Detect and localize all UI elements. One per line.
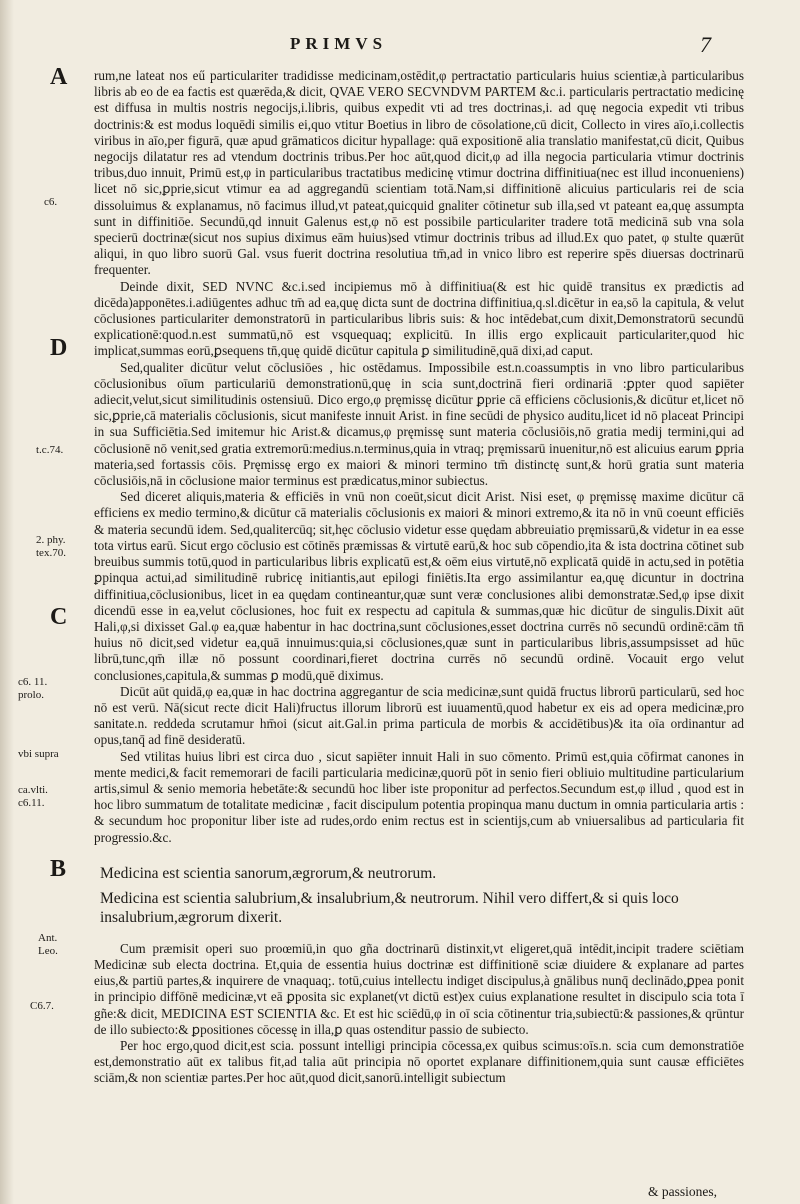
margin-note-prolo: prolo. xyxy=(18,689,44,701)
margin-note-vbi-supra: vbi supra xyxy=(18,748,59,760)
margin-note-leo: Leo. xyxy=(38,945,58,957)
margin-note-tc74: t.c.74. xyxy=(36,444,64,456)
running-head: PRIMVS xyxy=(290,34,388,53)
paragraph-7: Cum præmisit operi suo proœmiū,in quo gña doctrinarū distinxit,vt eligeret,quā intēdit,incipit tradere sciētiam Medicinæ sub electa doctrina. Et,quia de essentia huius doctrinæ est diffinitionē sciæ diuidere & explanare ad partes eius,& partiū partes,& inquirere de vnaquaq;. totū,cuius intellectu indiget discipulus,à gnālibus nunq̄ declinādo,ꝑpea ponit in principio diffōnē medicinæ,vt eā ꝑposita sic explanet(vt dictū est)ex cuius explanatione resultet in discipulo scia tota ī gñe:& dicit, MEDICINA EST SCIENTIA &c. Et est hic sciēdū,φ in oī scia cōtinentur tria,subiectū:& passiones,& qrūntur de illo subiecto:& ꝑpositiones cōcessę in illa,ꝑ quas ostenditur passio de subiecto. xyxy=(94,940,744,1037)
margin-note-co11b: c6.11. xyxy=(18,797,45,809)
paragraph-5: Dicūt aūt quidā,φ ea,quæ in hac doctrina aggregantur de scia medicinæ,sunt quidā fructus librorū particularū, sed hoc nō est verū. Nā(sicut recte dicit Hali)fructus illorum librorū est iuuamentū,quod habetur ex eis ad opera medicinæ,pro sanitate.n. reddeda scrutamur hm̄oi (sicut ait.Gal.in prima particula de morbis & accidētibus)& ita oīa ordinantur ad opus,tanq̄ ad finē desideratū. xyxy=(94,683,744,748)
margin-note-ant: Ant. xyxy=(38,932,58,944)
signature-letter-c: C xyxy=(50,604,68,630)
signature-letter-b: B xyxy=(50,856,67,882)
margin-note-phy: 2. phy. xyxy=(36,534,66,546)
margin-note-co6: c6. xyxy=(44,196,58,208)
page-number: 7 xyxy=(700,32,711,57)
catchword: & passiones, xyxy=(648,1184,717,1199)
gutter-shadow xyxy=(0,0,14,1204)
lemma-text-1: Medicina est scientia sanorum,ægrorum,& neutrorum. xyxy=(100,864,437,882)
paragraph-2: Deinde dixit, SED NVNC &c.i.sed incipiemus mō à diffinitiua(& est hic quidē transitus ex prædictis ad dicēda)apponētes.i.adiūgentes adhuc tm̄ ad ea,quę dicta sunt de doctrina diffinitiua,q.sl.dicētur in ea,sō la capitula, & velut cōclusiones particulariter demonstratorū in particularibus libris suis: & hoc intēdebat,cum dixit,Demonstratorū secundū explicationē:quod.n.est summatū,nō est vsquequaq; explicitū. In illis ergo explicauit particulariter,quod hic implicat,summas eorū,ꝑsequens tn̄,quę quidē dicūtur capitula ꝑ similitudinē,quā dixi,ad caput. xyxy=(94,278,744,359)
paragraph-6: Sed vtilitas huius libri est circa duo , sicut sapiēter innuit Hali in suo cōmento. Primū est,quia cōfirmat canones in mente medici,& facit rememorari de facili particularia medicinæ,quorū pōt in senio fieri obliuio multitudine particularium artis,simul & senio memoria hebetāte:& secundū hoc liber iste proponitur ad perfectos.Secundum est,φ illud , quod est in hoc libro summatum de totalitate medicinæ , facit discipulum potentia propinqua manu ductum in omnia particularia artis : & secundum hoc proponitur liber iste ad rudes,ordo enim rectus est in scientijs,cum ab vniuersalibus ad particularia fit progressio.&c. xyxy=(94,748,744,845)
signature-letter-a: A xyxy=(50,64,68,90)
margin-note-co7: C6.7. xyxy=(30,1000,54,1012)
margin-note-co11: c6. 11. xyxy=(18,676,48,688)
paragraph-3: Sed,qualiter dicūtur velut cōclusiōes , hic ostēdamus. Impossibile est.n.coassumptis in vno libro particularibus cōclusionibus oīum particulariū demonstrationū,quę in scia sunt,doctrinā fieri ordinariā :ꝑpter quod sapiēter adiecit,velut,sicut similitudinis ostensiuū. Dico ergo,φ pręmissę dicūtur ꝑprie cā efficiens cōclusionis,& dicūtur et,licet nō sic,ꝑprie,cā materialis cōclusionis, sicut manifeste innuit Arist. in fine secūdi de physico auditu,licet id nō placeat Principi in sua Sufficiētia.Sed imitemur hic Arist.& dicamus,φ pręmissę sunt materia cōclusiōis,nō gratia medij termini,qui ad cōclusionē nō venit,sed gratia extremorū:medius.n.terminus,quia in vtraq; pręmissarū inuenitur,nō est alicuius earum ꝑpria materia,sed fortassis cōis. Pręmissę ergo ex maiori & minori termino tm̄ distinctę sunt,& horū gratia sunt materia cōclusiōis,nā in cōclusione maior terminus est prædicatus,minor subiectus. xyxy=(94,359,744,489)
main-text-block xyxy=(94,68,744,1087)
lemma-text-2: Medicina est scientia salubrium,& insalubrium,& neutrorum. Nihil vero differt,& si quis loco insalubrium,ægrorum dixerit. xyxy=(100,889,679,926)
signature-letter-d: D xyxy=(50,335,68,361)
margin-note-tex: tex.70. xyxy=(36,547,66,559)
paragraph-4: Sed diceret aliquis,materia & efficiēs in vnū non coeūt,sicut dicit Arist. Nisi eset, φ pręmissę maxime dicūtur cā efficiens ex medio termino,& dicūtur cā materialis cōclusionis ex maiori & minori extremo,& ita nō in vnū coeunt efficiēs & materia secundū idem. Sed,qualitercūq; sit,hęc cōclusio videtur esse quędam abbreuiatio pręmissarū,& videtur in ea esse tota virtus earū. Sicut ergo cōclusio est cōtinēs præmissas & virtutē earū,& hoc sub cōpendio,ita & ista doctrina cōtinet sub breuibus summis totū,quod in particularibus libris explicatū est,& oēm eius virtutē,nō explicatā quidē in actu,sed in potētia ꝑpinqua actui,ad similitudinē rubricę initiantis,aut epilogi finiētis.Ita ergo assimilantur ea,quę dicuntur in doctrina diffinitiua,cōclusionibus, licet in ea quędam contineantur,quæ sunt veræ conclusiones alibi demonstratæ.Sed,φ ipse dixit dicendū esse in ea,velut cōclusiones, hoc fuit ex respectu ad capitula & summas,quæ hic dicūtur de singulis.Dixit aūt Hali,φ,si dixisset Gal.φ ea,quæ habentur in hac doctrina,sunt cōclusiones,esset doctrina currēs nō secundū ordinē:cām tn̄ huius nō dicit,sed videtur ea,quā innuimus:quia,si cōclusiones,quæ sunt in particularibus libris,assumpsisset ad hūc librū,tunc,qm̄ illæ nō possunt coordinari,fieret doctrina currēs nō secundū ordinē. Vocauit ergo velut conclusiones,capitula,& summas ꝑ modū,quē diximus. xyxy=(94,489,744,683)
paragraph-1: rum,ne lateat nos eű particulariter tradidisse medicinam,ostēdit,φ pertractatio particularis huius scientiæ,à particularibus libris ab eo de ea factis est quærēda,& dicit, QVAE VERO SECVNDVM PARTEM &c.i. particularis pertractatio medicinę est diffusa in multis nostris negocijs,i.libris, quibus expedit vti ad tres doctrinas,i. ad quę negocia expedit vti tribus doctrinis:& est modus loquēdi similis ei,quo vtitur Boetius in libro de cōsolatione,cū dicit, Collecto in vires aīo,i.collectis viribus in aīo,per figurā, quæ apud grāmaticos dicitur hypallage: quā expositionē alia translatio manifestat,cū dicit, Quibus negocijs dilatatur res ad vtendum doctrinis tribus.Per hoc aūt,quod dicit,φ ad illa negocia particularia vtimur doctrinis tribus,duo innuit, Primū est,φ in particularibus tractatibus medicinę vtimur doctrina diffinitiua(nec est illud inconueniens) licet nō sic,ꝑprie,sicut vtimur ea ad aggregandū scientiam totā.Nam,si diffinitionē alicuius particularis rei de scia dissoluimus & explanamus, nō facimus illud,vt pateat,quicquid gnaliter cōtinetur sub illa,sed vt pateant ea,quę assumpta sunt in diffinitiōe. Secundū,qd innuit Galenus est,φ nō est possibile particulariter tradere totā medicinā sub vna sola specierū doctrinæ(sicut nos supius diximus eām huius)sed vtimur doctrinis tribus ad illud.Ex quo patet, φ stulte quærūt aliqui, in quo libro suorū Gal. vsus fuerit doctrina resolutiua tm̄,ad in vnico libro est reperire spēs diuersas doctrinarū frequenter. xyxy=(94,68,744,278)
margin-note-ca-vlti: ca.vlti. xyxy=(18,784,48,796)
paragraph-8: Per hoc ergo,quod dicit,est scia. possunt intelligi principia cōcessa,ex quibus scimus:oīs.n. scia cum demonstratiōe est,demonstratio aūt ex talibus fit,ad talia aūt principia nō oportet explanare diffinitionem,quia sunt causæ efficiētes sciām,& non scientiæ partes.Per hoc aūt,quod dicit,sanorū.intelligit subiectum xyxy=(94,1037,744,1086)
